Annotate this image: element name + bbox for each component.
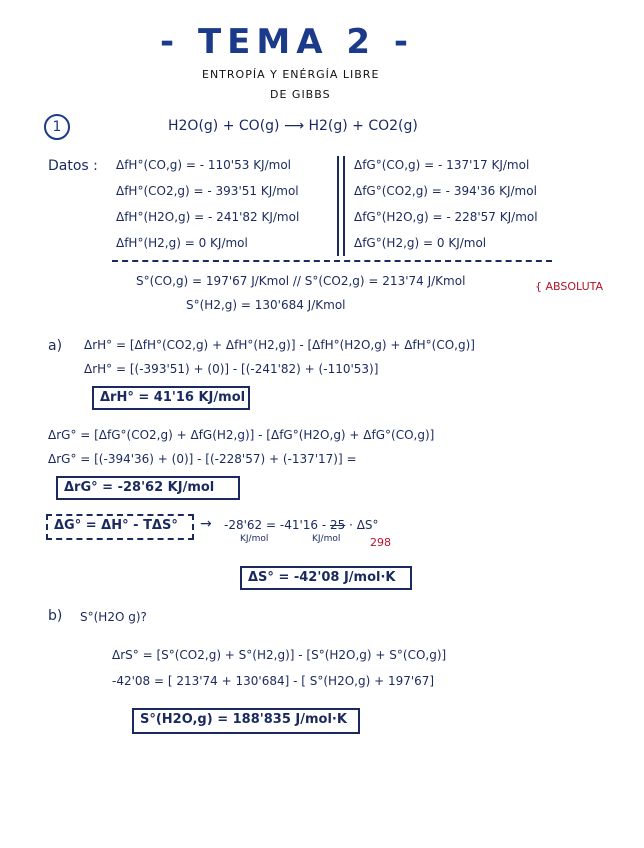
separator-dashed	[112, 260, 552, 262]
entropy-equation-1: ΔrS° = [S°(CO2,g) + S°(H2,g)] - [S°(H2O,g) + S°(CO,g)]	[112, 648, 447, 662]
exercise-number: 1	[44, 114, 70, 140]
gibbs-result-box: ΔrG° = -28'62 KJ/mol	[56, 476, 240, 500]
part-a-label: a)	[48, 338, 63, 354]
gibbs-co2: ΔfG°(CO2,g) = - 394'36 KJ/mol	[354, 184, 537, 198]
enthalpy-h2: ΔfH°(H2,g) = 0 KJ/mol	[116, 236, 248, 250]
temperature-correction: 298	[370, 536, 391, 549]
enthalpy-result-box: ΔrH° = 41'16 KJ/mol	[92, 386, 250, 410]
enthalpy-h2o: ΔfH°(H2O,g) = - 241'82 KJ/mol	[116, 210, 300, 224]
subtitle-line-1: ENTROPÍA Y ENÉRGÍA LIBRE	[202, 68, 380, 81]
entropies-line-2: S°(H2,g) = 130'684 J/Kmol	[186, 298, 346, 312]
substitution-gibbs: -28'62 =	[224, 518, 280, 532]
enthalpy-co: ΔfH°(CO,g) = - 110'53 KJ/mol	[116, 158, 292, 172]
substitution-line	[224, 518, 379, 532]
gibbs-relation-box: ΔG° = ΔH° - TΔS°	[46, 514, 194, 540]
substitution-entropy-term: · ΔS°	[345, 518, 379, 532]
entropies-line-1: S°(CO,g) = 197'67 J/Kmol // S°(CO2,g) = 213'74 J/Kmol	[136, 274, 466, 288]
enthalpy-co2: ΔfH°(CO2,g) = - 393'51 KJ/mol	[116, 184, 299, 198]
gibbs-co: ΔfG°(CO,g) = - 137'17 KJ/mol	[354, 158, 530, 172]
substitution-enthalpy: -41'16 -	[279, 518, 330, 532]
unit-under-enthalpy: KJ/mol	[312, 534, 341, 544]
gibbs-h2o: ΔfG°(H2O,g) = - 228'57 KJ/mol	[354, 210, 538, 224]
absoluta-note: { ABSOLUTA	[535, 280, 604, 293]
enthalpy-equation-1: ΔrH° = [ΔfH°(CO2,g) + ΔfH°(H2,g)] - [ΔfH°(H2O,g) + ΔfH°(CO,g)]	[84, 338, 475, 352]
arrow-icon: →	[200, 516, 212, 532]
entropy-equation-2: -42'08 = [ 213'74 + 130'684] - [ S°(H2O,g) + 197'67]	[112, 674, 435, 688]
part-b-label: b)	[48, 608, 63, 624]
datos-label: Datos :	[48, 158, 98, 174]
subtitle-line-2: DE GIBBS	[270, 88, 331, 101]
substitution-struck-temperature: 25	[330, 518, 346, 532]
divider-line	[337, 156, 339, 256]
water-entropy-result-box: S°(H2O,g) = 188'835 J/mol·K	[132, 708, 360, 734]
divider-line	[343, 156, 345, 256]
entropy-result-box: ΔS° = -42'08 J/mol·K	[240, 566, 412, 590]
gibbs-equation-1: ΔrG° = [ΔfG°(CO2,g) + ΔfG(H2,g)] - [ΔfG°(H2O,g) + ΔfG°(CO,g)]	[48, 428, 435, 442]
unit-under-gibbs: KJ/mol	[240, 534, 269, 544]
page-title: - TEMA 2 -	[160, 22, 414, 62]
reaction-equation: H2O(g) + CO(g) ⟶ H2(g) + CO2(g)	[168, 118, 418, 134]
gibbs-h2: ΔfG°(H2,g) = 0 KJ/mol	[354, 236, 487, 250]
part-b-question: S°(H2O g)?	[80, 610, 147, 624]
gibbs-equation-2: ΔrG° = [(-394'36) + (0)] - [(-228'57) + (-137'17)] =	[48, 452, 357, 466]
enthalpy-equation-2: ΔrH° = [(-393'51) + (0)] - [(-241'82) + (-110'53)]	[84, 362, 379, 376]
